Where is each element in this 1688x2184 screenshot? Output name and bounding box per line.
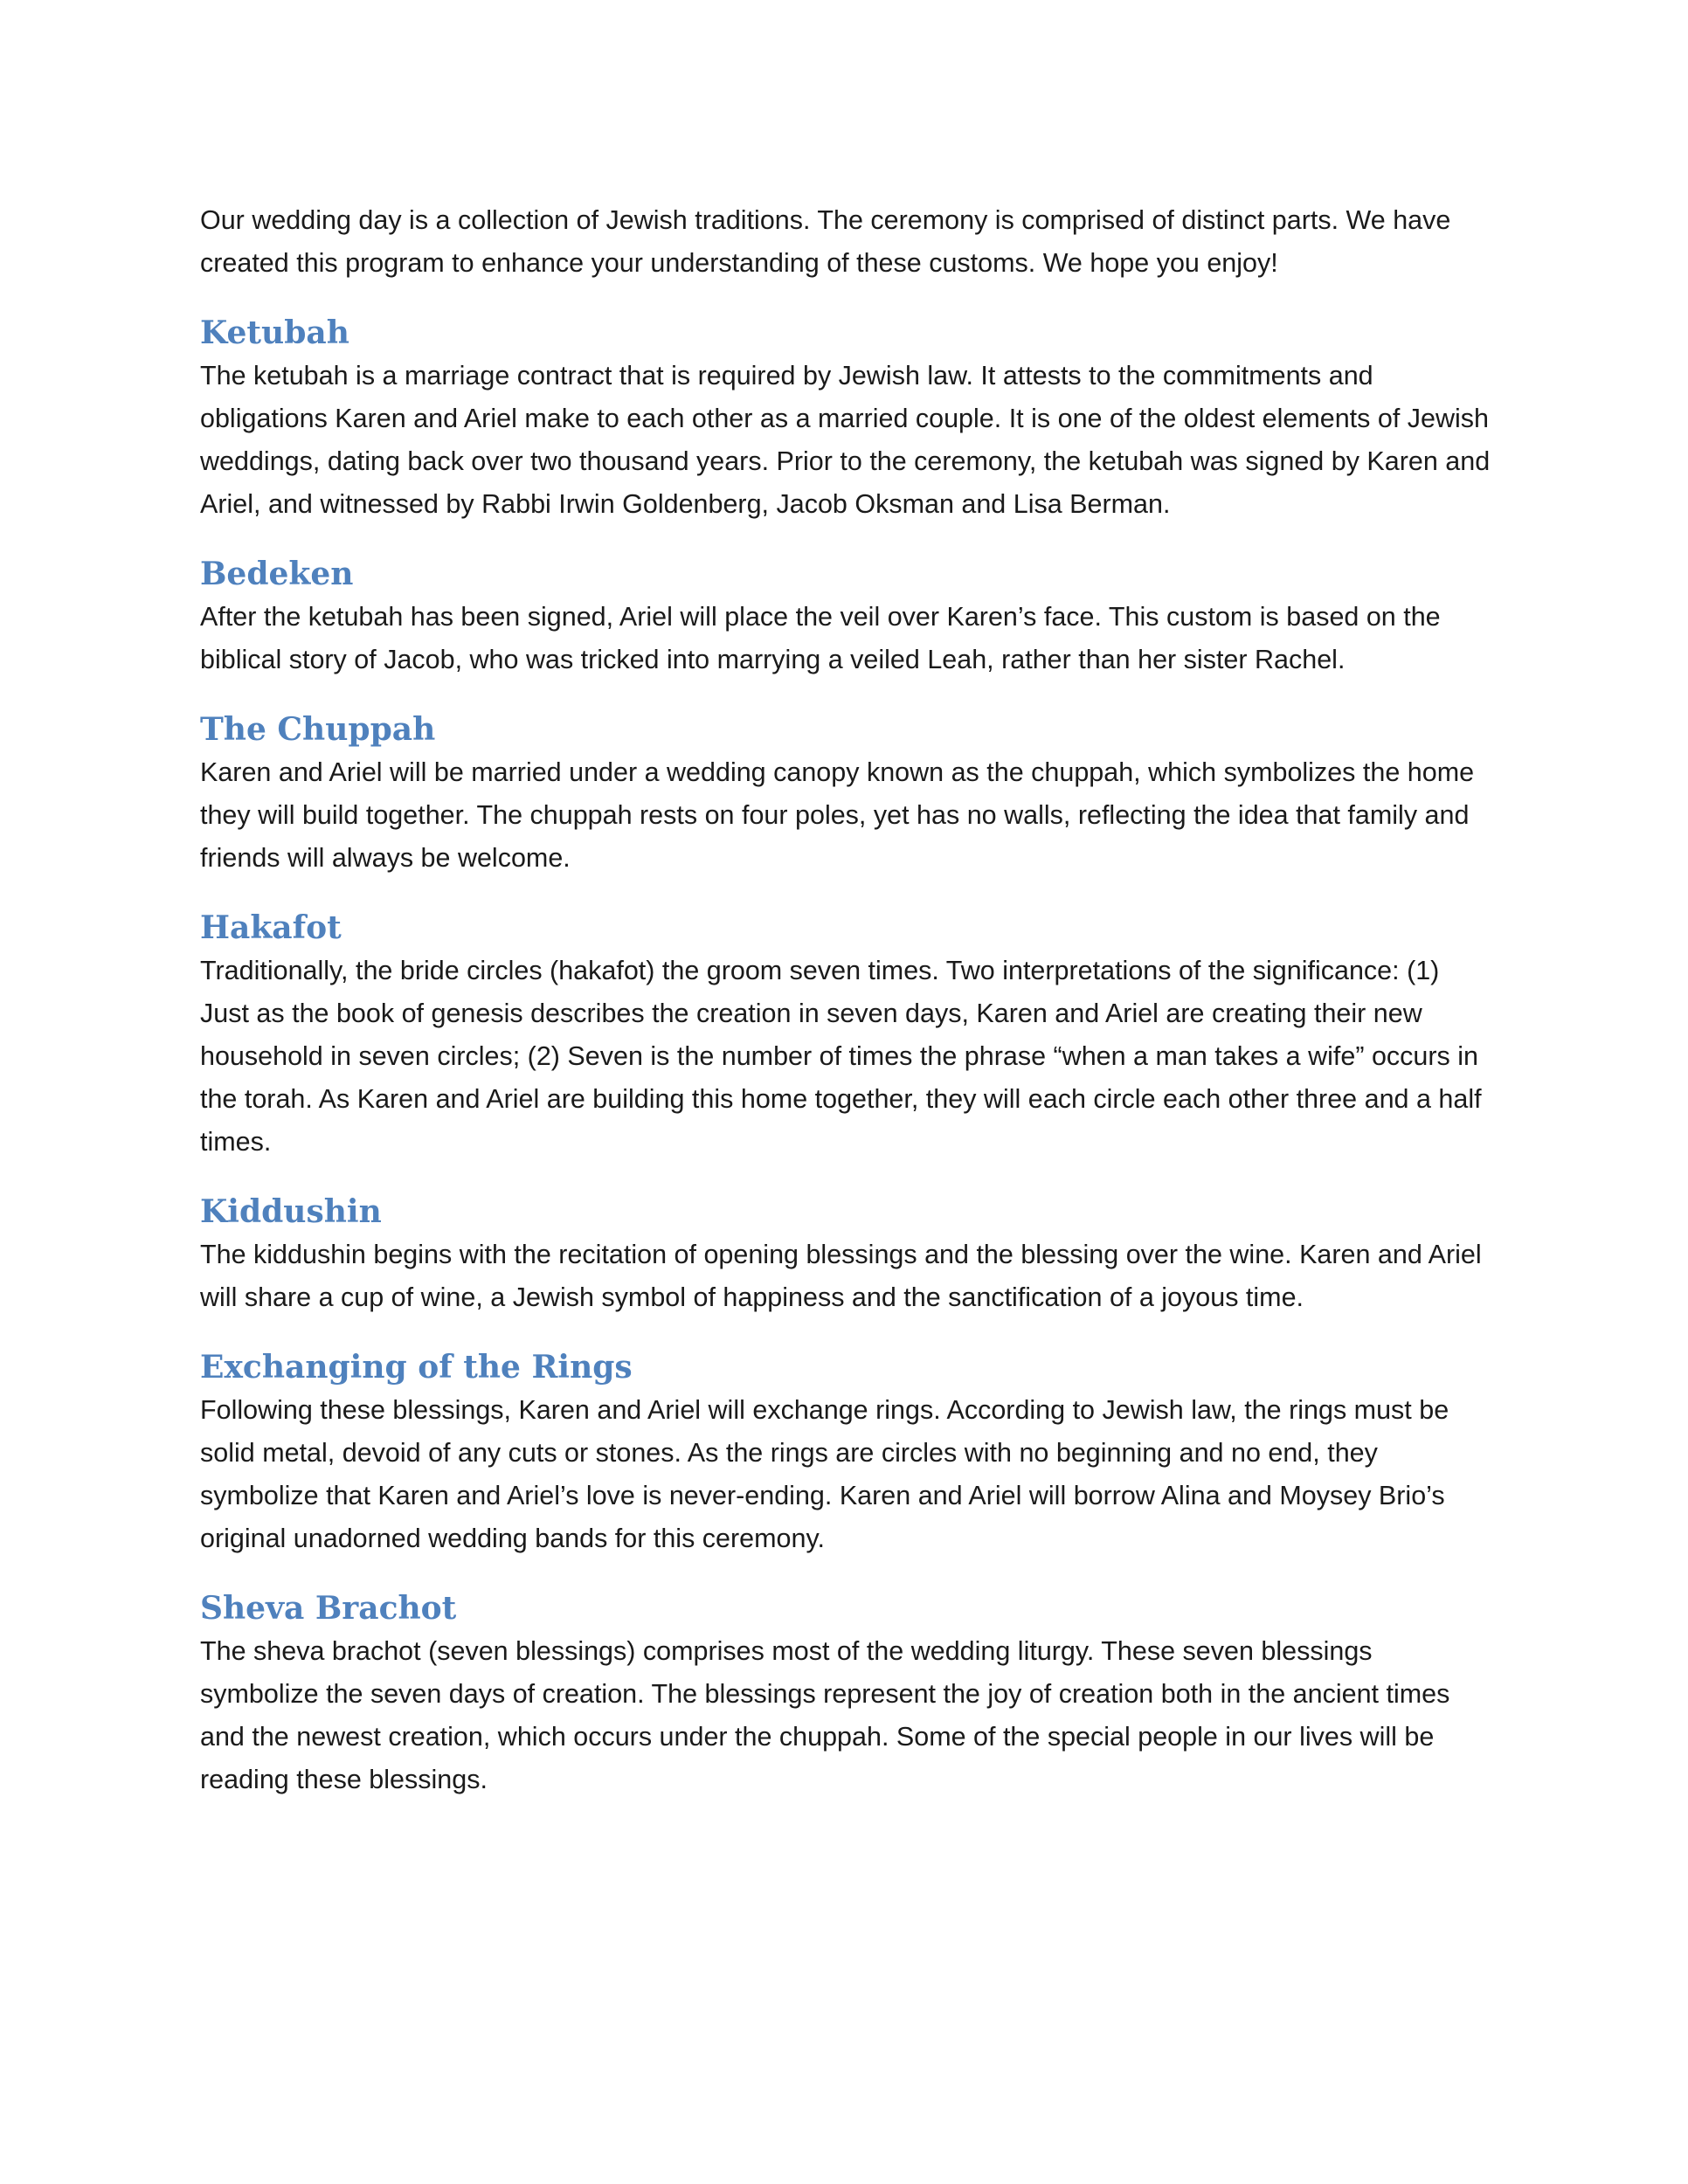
section-chuppah [200, 711, 1493, 880]
section-heading: Kiddushin [200, 1193, 382, 1230]
section-body: After the ketubah has been signed, Ariel will place the veil over Karen’s face. This custom is based on the biblical story of Jacob, who was tricked into marrying a veiled Leah, rather than her sister Rachel. [200, 602, 1441, 674]
section-body: The ketubah is a marriage contract that is required by Jewish law. It attests to the commitments and obligations Karen and Ariel make to each other as a married couple. It is one of the oldest elements of Jewish weddings, dating back over two thousand years. Prior to the ceremony, the ketubah was signed by Karen and Ariel, and witnessed by Rabbi Irwin Goldenberg, Jacob Oksman and Lisa Berman. [200, 361, 1491, 519]
section-body: The sheva brachot (seven blessings) comprises most of the wedding liturgy. These seven blessings symbolize the seven days of creation. The blessings represent the joy of creation both in the ancient times and the newest creation, which occurs under the chuppah. Some of the special people in our lives will be reading these blessings. [200, 1636, 1450, 1794]
section-heading: Bedeken [200, 556, 354, 592]
section-heading: Ketubah [200, 314, 349, 351]
section-sheva-brachot [200, 1590, 1493, 1801]
section-heading: Hakafot [200, 909, 342, 946]
section-body: Karen and Ariel will be married under a wedding canopy known as the chuppah, which symbolizes the home they will build together. The chuppah rests on four poles, yet has no walls, reflecting the idea that family and friends will always be welcome. [200, 757, 1475, 873]
section-kiddushin [200, 1193, 1493, 1319]
section-heading: Sheva Brachot [200, 1590, 457, 1627]
program-content [200, 199, 1493, 1831]
section-body: The kiddushin begins with the recitation of opening blessings and the blessing over the wine. Karen and Ariel will share a cup of wine, a Jewish symbol of happiness and the sanctification of a joyous time. [200, 1240, 1482, 1312]
section-body: Traditionally, the bride circles (hakafot) the groom seven times. Two interpretations of the significance: (1) Just as the book of genesis describes the creation in seven days, Karen and Ariel are creating their new household in seven circles; (2) Seven is the number of times the phrase “when a man takes a wife” occurs in the torah. As Karen and Ariel are building this home together, they will each circle each other three and a half times. [200, 956, 1482, 1157]
section-rings [200, 1349, 1493, 1560]
section-heading: Exchanging of the Rings [200, 1349, 633, 1386]
section-ketubah [200, 314, 1493, 526]
intro-paragraph: Our wedding day is a collection of Jewish traditions. The ceremony is comprised of distinct parts. We have created this program to enhance your understanding of these customs. We hope you enjoy! [200, 205, 1451, 278]
section-body: Following these blessings, Karen and Ariel will exchange rings. According to Jewish law, the rings must be solid metal, devoid of any cuts or stones. As the rings are circles with no beginning and no end, they symbolize that Karen and Ariel’s love is never-ending. Karen and Ariel will borrow Alina and Moysey Brio’s original unadorned wedding bands for this ceremony. [200, 1395, 1449, 1553]
section-heading: The Chuppah [200, 711, 436, 748]
section-hakafot [200, 909, 1493, 1164]
section-bedeken [200, 556, 1493, 681]
